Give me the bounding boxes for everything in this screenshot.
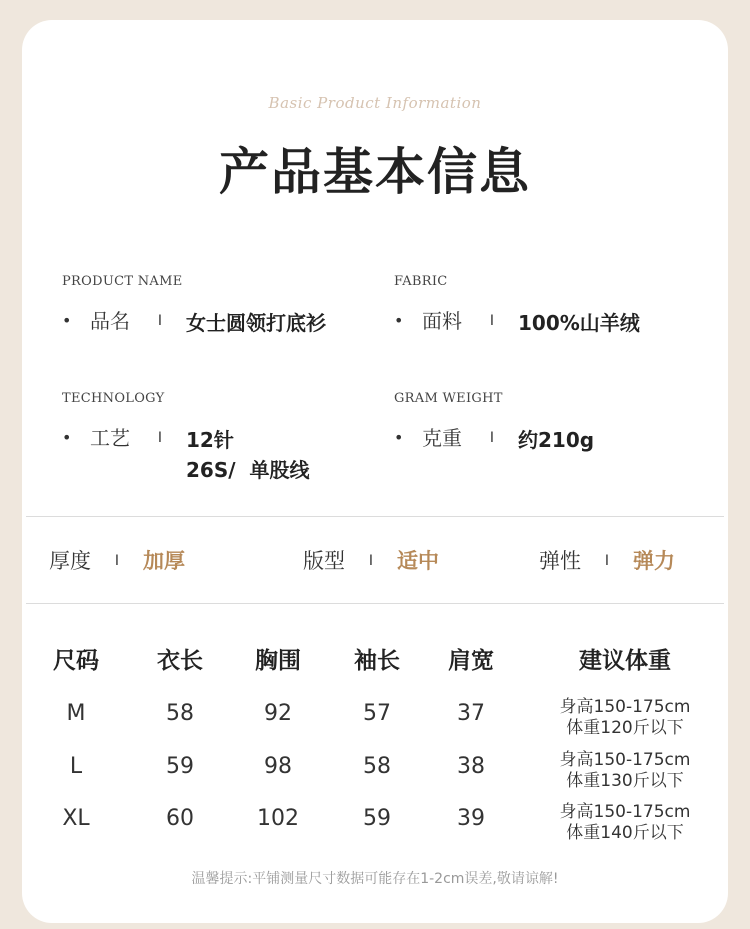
bullet-dot: • [394, 428, 404, 447]
attr-key: 弹性 [539, 549, 581, 573]
separator: I [157, 313, 163, 329]
info-key: 品名 [90, 309, 130, 333]
separator: I [157, 430, 163, 446]
section-subtitle: Basic Product Information [268, 94, 482, 112]
cell-chest: 92 [264, 701, 292, 726]
separator: I [368, 553, 374, 569]
header-shoulder: 肩宽 [448, 648, 494, 674]
info-value: 100%山羊绒 [518, 311, 640, 335]
weight-line: 身高150-175cm [559, 750, 691, 770]
bullet-dot: • [394, 311, 404, 330]
header-sleeve: 袖长 [354, 648, 400, 674]
attr-value: 弹力 [633, 549, 675, 573]
cell-shoulder: 38 [457, 754, 485, 779]
cell-length: 58 [166, 701, 194, 726]
attr-value: 适中 [397, 549, 439, 573]
separator: I [489, 430, 495, 446]
info-key: 工艺 [90, 426, 130, 450]
bullet-dot: • [62, 428, 72, 447]
separator: I [114, 553, 120, 569]
info-value-line: 12针 [186, 428, 234, 452]
attr-elasticity [539, 548, 675, 574]
cell-sleeve: 59 [363, 806, 391, 831]
attr-key: 厚度 [49, 549, 91, 573]
attr-fit [303, 548, 439, 574]
info-value: 女士圆领打底衫 [186, 311, 326, 335]
cell-weight [560, 802, 691, 844]
cell-chest: 98 [264, 754, 292, 779]
attr-thickness [49, 548, 185, 574]
cell-length: 60 [166, 806, 194, 831]
cell-weight [560, 750, 691, 792]
weight-line: 体重130斤以下 [566, 771, 684, 791]
divider [26, 516, 724, 517]
page-title: 产品基本信息 [219, 143, 531, 201]
cell-chest: 102 [257, 806, 299, 831]
info-technology [62, 391, 309, 485]
cell-size: M [66, 701, 86, 726]
weight-line: 体重120斤以下 [566, 718, 684, 738]
cell-weight [560, 697, 691, 739]
cell-sleeve: 58 [363, 754, 391, 779]
info-product-name [62, 274, 326, 338]
info-key: 克重 [422, 426, 462, 450]
info-value: 约210g [518, 428, 595, 452]
cell-size: XL [62, 806, 90, 831]
info-label: PRODUCT NAME [62, 274, 183, 289]
cell-shoulder: 37 [457, 701, 485, 726]
cell-sleeve: 57 [363, 701, 391, 726]
weight-line: 体重140斤以下 [566, 823, 684, 843]
weight-line: 身高150-175cm [559, 802, 691, 822]
info-key: 面料 [422, 309, 462, 333]
measurement-note: 温馨提示:平铺测量尺寸数据可能存在1-2cm误差,敬请谅解! [191, 871, 559, 887]
separator: I [489, 313, 495, 329]
info-fabric [394, 274, 640, 338]
bullet-dot: • [62, 311, 72, 330]
weight-line: 身高150-175cm [559, 697, 691, 717]
header-weight: 建议体重 [579, 648, 671, 674]
attr-value: 加厚 [143, 549, 185, 573]
info-label: GRAM WEIGHT [394, 391, 503, 406]
divider [26, 603, 724, 604]
cell-length: 59 [166, 754, 194, 779]
info-label: FABRIC [394, 274, 448, 289]
header-chest: 胸围 [255, 648, 301, 674]
info-value-line: 26S/ 单股线 [186, 458, 310, 482]
header-length: 衣长 [157, 648, 203, 674]
info-gram-weight [394, 391, 594, 455]
info-label: TECHNOLOGY [62, 391, 165, 406]
cell-size: L [69, 754, 83, 779]
separator: I [604, 553, 610, 569]
product-info-card [22, 20, 728, 923]
cell-shoulder: 39 [457, 806, 485, 831]
header-size: 尺码 [53, 648, 99, 674]
attr-key: 版型 [303, 549, 345, 573]
